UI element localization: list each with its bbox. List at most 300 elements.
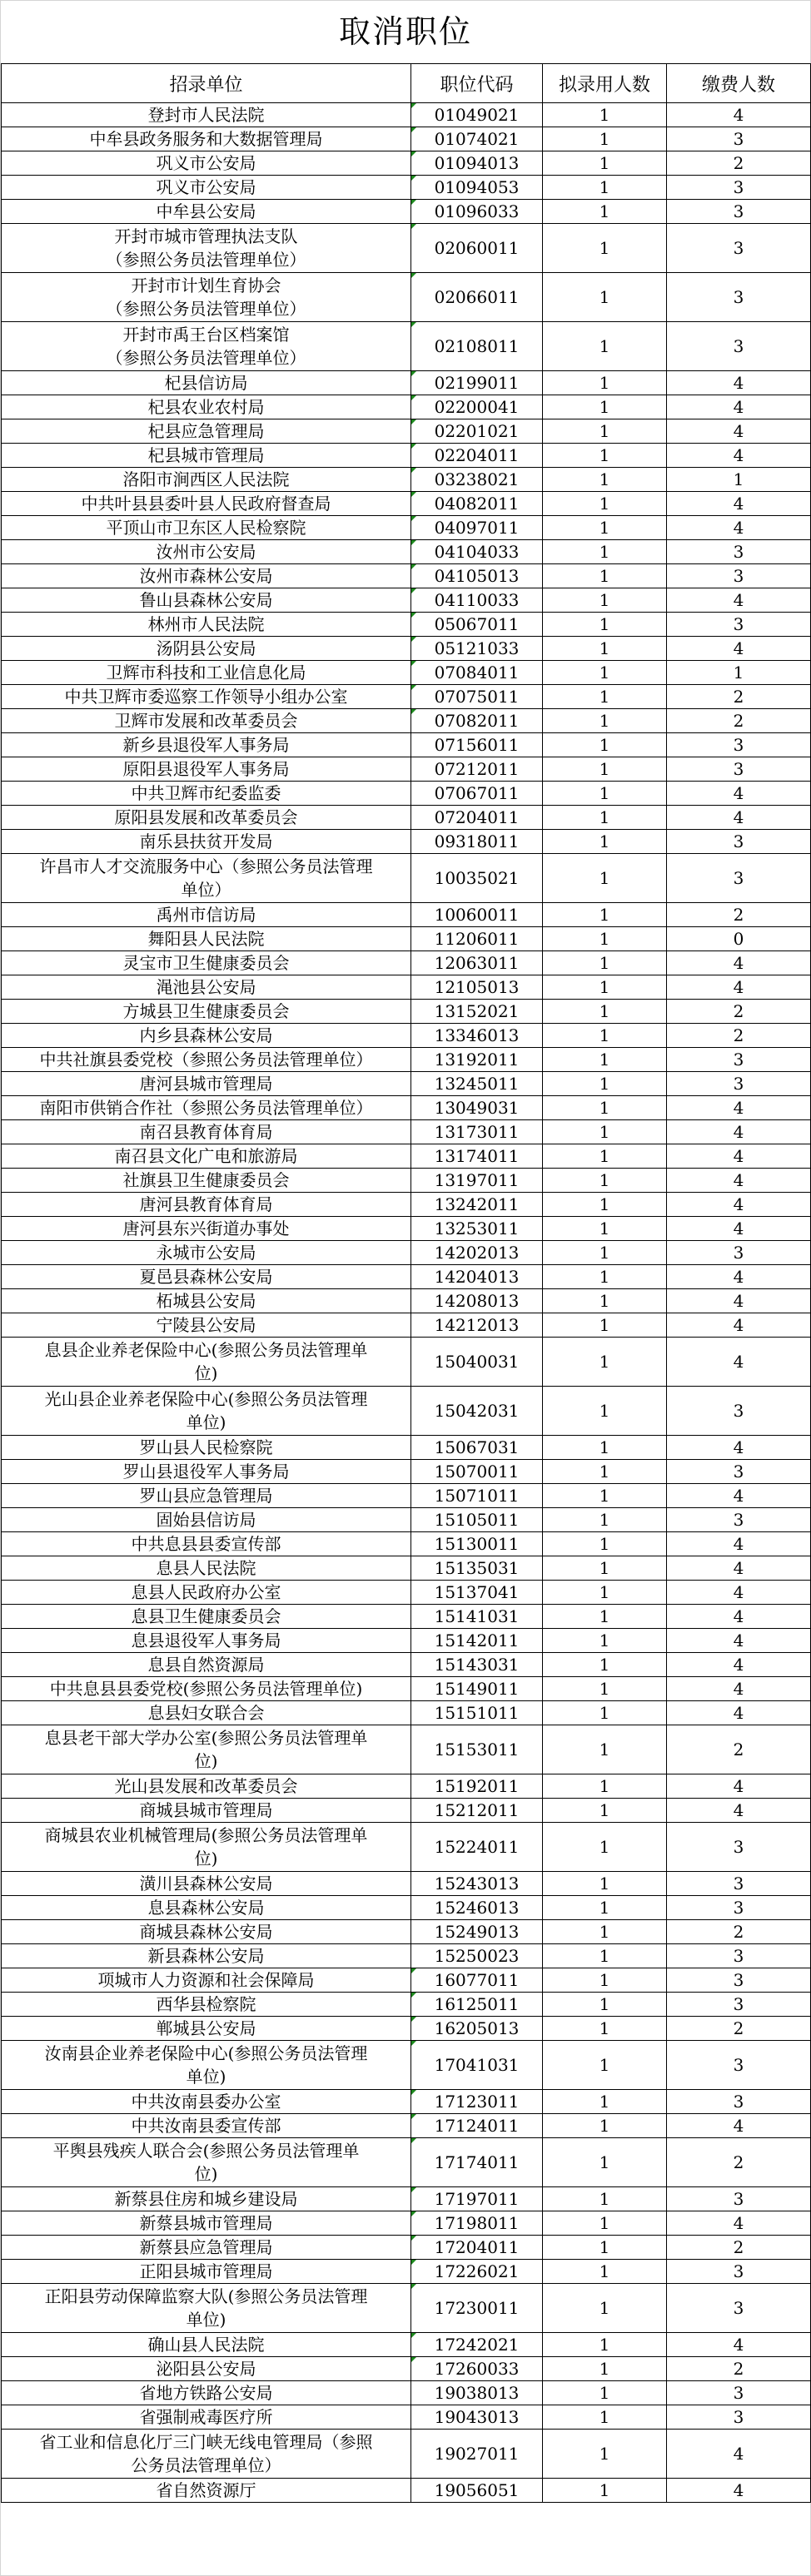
cell-planned-hires[interactable]: 1 [543,419,667,444]
cell-position-code[interactable]: 07082011 [411,709,543,733]
cell-planned-hires[interactable]: 1 [543,1436,667,1460]
cell-paid-applicants[interactable]: 3 [667,540,811,564]
cell-planned-hires[interactable]: 1 [543,1289,667,1313]
cell-recruiting-unit[interactable] [2,1193,411,1217]
cell-position-code[interactable]: 13253011 [411,1217,543,1241]
cell-position-code[interactable]: 14208013 [411,1289,543,1313]
cell-recruiting-unit[interactable] [2,637,411,661]
cell-recruiting-unit[interactable] [2,1096,411,1120]
cell-recruiting-unit[interactable] [2,419,411,444]
cell-planned-hires[interactable]: 1 [543,1120,667,1144]
cell-paid-applicants[interactable]: 3 [667,1048,811,1072]
cell-planned-hires[interactable]: 1 [543,1993,667,2017]
cell-position-code[interactable]: 15250023 [411,1944,543,1968]
cell-recruiting-unit[interactable] [2,176,411,200]
cell-position-code[interactable]: 04082011 [411,492,543,516]
cell-paid-applicants[interactable]: 4 [667,951,811,975]
cell-position-code[interactable]: 15246013 [411,1896,543,1920]
cell-position-code[interactable]: 02066011 [411,273,543,322]
cell-paid-applicants[interactable]: 3 [667,1387,811,1436]
cell-paid-applicants[interactable]: 3 [667,733,811,757]
cell-position-code[interactable]: 14212013 [411,1313,543,1338]
cell-position-code[interactable]: 15040031 [411,1338,543,1387]
cell-recruiting-unit[interactable] [2,200,411,224]
cell-position-code[interactable]: 17260033 [411,2357,543,2381]
cell-recruiting-unit[interactable] [2,1677,411,1701]
cell-recruiting-unit[interactable] [2,1993,411,2017]
cell-recruiting-unit[interactable] [2,1581,411,1605]
cell-paid-applicants[interactable]: 4 [667,2333,811,2357]
cell-position-code[interactable]: 03238021 [411,468,543,492]
cell-recruiting-unit[interactable] [2,2405,411,2430]
cell-paid-applicants[interactable]: 3 [667,2187,811,2211]
cell-paid-applicants[interactable]: 4 [667,975,811,1000]
cell-paid-applicants[interactable]: 4 [667,1144,811,1169]
cell-recruiting-unit[interactable] [2,1508,411,1532]
cell-position-code[interactable]: 15067031 [411,1436,543,1460]
cell-position-code[interactable]: 12063011 [411,951,543,975]
cell-paid-applicants[interactable]: 3 [667,757,811,782]
cell-position-code[interactable]: 15243013 [411,1872,543,1896]
cell-position-code[interactable]: 17204011 [411,2236,543,2260]
cell-recruiting-unit[interactable] [2,2333,411,2357]
cell-recruiting-unit[interactable] [2,224,411,273]
cell-recruiting-unit[interactable] [2,1387,411,1436]
cell-position-code[interactable]: 13242011 [411,1193,543,1217]
cell-recruiting-unit[interactable] [2,1072,411,1096]
cell-recruiting-unit[interactable] [2,806,411,830]
cell-paid-applicants[interactable]: 4 [667,1581,811,1605]
cell-planned-hires[interactable]: 1 [543,661,667,685]
cell-paid-applicants[interactable]: 4 [667,2430,811,2479]
cell-planned-hires[interactable]: 1 [543,782,667,806]
cell-planned-hires[interactable]: 1 [543,1872,667,1896]
cell-recruiting-unit[interactable] [2,540,411,564]
cell-paid-applicants[interactable]: 4 [667,1193,811,1217]
cell-planned-hires[interactable]: 1 [543,1265,667,1289]
cell-position-code[interactable]: 15143031 [411,1653,543,1677]
cell-recruiting-unit[interactable] [2,1701,411,1725]
cell-planned-hires[interactable]: 1 [543,492,667,516]
cell-recruiting-unit[interactable] [2,2284,411,2333]
cell-position-code[interactable]: 02199011 [411,371,543,395]
cell-position-code[interactable]: 07204011 [411,806,543,830]
cell-planned-hires[interactable]: 1 [543,395,667,419]
cell-planned-hires[interactable]: 1 [543,1701,667,1725]
cell-paid-applicants[interactable]: 4 [667,1436,811,1460]
cell-recruiting-unit[interactable] [2,127,411,151]
cell-paid-applicants[interactable]: 4 [667,1701,811,1725]
cell-recruiting-unit[interactable] [2,492,411,516]
cell-recruiting-unit[interactable] [2,468,411,492]
cell-recruiting-unit[interactable] [2,371,411,395]
cell-paid-applicants[interactable]: 3 [667,273,811,322]
cell-recruiting-unit[interactable] [2,2357,411,2381]
cell-paid-applicants[interactable]: 3 [667,2260,811,2284]
cell-position-code[interactable]: 17230011 [411,2284,543,2333]
cell-recruiting-unit[interactable] [2,588,411,613]
cell-paid-applicants[interactable]: 3 [667,854,811,903]
cell-paid-applicants[interactable]: 2 [667,151,811,176]
cell-position-code[interactable]: 15224011 [411,1823,543,1872]
cell-paid-applicants[interactable]: 2 [667,1920,811,1944]
cell-recruiting-unit[interactable] [2,2381,411,2405]
cell-planned-hires[interactable]: 1 [543,1313,667,1338]
cell-recruiting-unit[interactable] [2,1799,411,1823]
cell-position-code[interactable]: 13346013 [411,1024,543,1048]
cell-position-code[interactable]: 12105013 [411,975,543,1000]
cell-recruiting-unit[interactable] [2,2138,411,2187]
cell-recruiting-unit[interactable] [2,1823,411,1872]
cell-paid-applicants[interactable]: 3 [667,1872,811,1896]
cell-paid-applicants[interactable]: 4 [667,2114,811,2138]
cell-paid-applicants[interactable]: 3 [667,1944,811,1968]
cell-paid-applicants[interactable]: 3 [667,2284,811,2333]
cell-recruiting-unit[interactable] [2,1048,411,1072]
cell-recruiting-unit[interactable] [2,1313,411,1338]
cell-position-code[interactable]: 04110033 [411,588,543,613]
cell-position-code[interactable]: 17041031 [411,2041,543,2090]
cell-planned-hires[interactable]: 1 [543,1387,667,1436]
cell-position-code[interactable]: 01049021 [411,103,543,127]
cell-planned-hires[interactable]: 1 [543,1217,667,1241]
cell-planned-hires[interactable]: 1 [543,2430,667,2479]
cell-recruiting-unit[interactable] [2,1289,411,1313]
cell-planned-hires[interactable]: 1 [543,806,667,830]
cell-recruiting-unit[interactable] [2,661,411,685]
cell-position-code[interactable]: 17123011 [411,2090,543,2114]
cell-planned-hires[interactable]: 1 [543,2260,667,2284]
cell-position-code[interactable]: 07212011 [411,757,543,782]
cell-position-code[interactable]: 15042031 [411,1387,543,1436]
cell-paid-applicants[interactable]: 2 [667,903,811,927]
cell-position-code[interactable]: 17124011 [411,2114,543,2138]
cell-position-code[interactable]: 02204011 [411,444,543,468]
cell-planned-hires[interactable]: 1 [543,1725,667,1774]
cell-paid-applicants[interactable]: 4 [667,1605,811,1629]
cell-paid-applicants[interactable]: 4 [667,1313,811,1338]
cell-paid-applicants[interactable]: 2 [667,685,811,709]
cell-paid-applicants[interactable]: 3 [667,2041,811,2090]
cell-recruiting-unit[interactable] [2,2187,411,2211]
cell-planned-hires[interactable]: 1 [543,709,667,733]
cell-position-code[interactable]: 15141031 [411,1605,543,1629]
cell-paid-applicants[interactable]: 3 [667,1508,811,1532]
cell-recruiting-unit[interactable] [2,854,411,903]
cell-recruiting-unit[interactable] [2,1144,411,1169]
cell-recruiting-unit[interactable] [2,2236,411,2260]
cell-paid-applicants[interactable]: 4 [667,1774,811,1799]
cell-position-code[interactable]: 19043013 [411,2405,543,2430]
cell-paid-applicants[interactable]: 1 [667,661,811,685]
cell-recruiting-unit[interactable] [2,1338,411,1387]
cell-planned-hires[interactable]: 1 [543,1823,667,1872]
cell-position-code[interactable]: 07084011 [411,661,543,685]
cell-position-code[interactable]: 05121033 [411,637,543,661]
cell-position-code[interactable]: 13192011 [411,1048,543,1072]
cell-recruiting-unit[interactable] [2,1944,411,1968]
cell-paid-applicants[interactable]: 3 [667,1896,811,1920]
cell-planned-hires[interactable]: 1 [543,2381,667,2405]
cell-position-code[interactable]: 13173011 [411,1120,543,1144]
cell-recruiting-unit[interactable] [2,1629,411,1653]
cell-recruiting-unit[interactable] [2,322,411,371]
cell-recruiting-unit[interactable] [2,2041,411,2090]
cell-planned-hires[interactable]: 1 [543,975,667,1000]
cell-paid-applicants[interactable]: 4 [667,1120,811,1144]
cell-planned-hires[interactable]: 1 [543,468,667,492]
cell-paid-applicants[interactable]: 4 [667,103,811,127]
cell-planned-hires[interactable]: 1 [543,103,667,127]
cell-planned-hires[interactable]: 1 [543,200,667,224]
cell-planned-hires[interactable]: 1 [543,1799,667,1823]
cell-paid-applicants[interactable]: 4 [667,1096,811,1120]
cell-position-code[interactable]: 13174011 [411,1144,543,1169]
cell-recruiting-unit[interactable] [2,1217,411,1241]
cell-planned-hires[interactable]: 1 [543,151,667,176]
cell-recruiting-unit[interactable] [2,951,411,975]
cell-planned-hires[interactable]: 1 [543,1605,667,1629]
cell-paid-applicants[interactable]: 4 [667,1677,811,1701]
cell-position-code[interactable]: 13152021 [411,1000,543,1024]
cell-position-code[interactable]: 11206011 [411,927,543,951]
cell-recruiting-unit[interactable] [2,709,411,733]
cell-position-code[interactable]: 15151011 [411,1701,543,1725]
cell-position-code[interactable]: 17226021 [411,2260,543,2284]
cell-planned-hires[interactable]: 1 [543,127,667,151]
cell-recruiting-unit[interactable] [2,1436,411,1460]
cell-position-code[interactable]: 07075011 [411,685,543,709]
cell-recruiting-unit[interactable] [2,685,411,709]
cell-paid-applicants[interactable]: 2 [667,2236,811,2260]
cell-recruiting-unit[interactable] [2,927,411,951]
cell-planned-hires[interactable]: 1 [543,1774,667,1799]
cell-planned-hires[interactable]: 1 [543,1072,667,1096]
cell-planned-hires[interactable]: 1 [543,1653,667,1677]
cell-position-code[interactable]: 19056051 [411,2479,543,2503]
cell-planned-hires[interactable]: 1 [543,564,667,588]
cell-position-code[interactable]: 15192011 [411,1774,543,1799]
cell-paid-applicants[interactable]: 3 [667,1823,811,1872]
cell-position-code[interactable]: 15130011 [411,1532,543,1556]
cell-recruiting-unit[interactable] [2,1120,411,1144]
cell-position-code[interactable]: 04104033 [411,540,543,564]
cell-position-code[interactable]: 02060011 [411,224,543,273]
cell-planned-hires[interactable]: 1 [543,1896,667,1920]
cell-paid-applicants[interactable]: 3 [667,176,811,200]
cell-planned-hires[interactable]: 1 [543,1677,667,1701]
cell-planned-hires[interactable]: 1 [543,1000,667,1024]
cell-planned-hires[interactable]: 1 [543,2017,667,2041]
cell-planned-hires[interactable]: 1 [543,685,667,709]
cell-recruiting-unit[interactable] [2,1241,411,1265]
cell-planned-hires[interactable]: 1 [543,951,667,975]
cell-planned-hires[interactable]: 1 [543,371,667,395]
cell-planned-hires[interactable]: 1 [543,2090,667,2114]
cell-paid-applicants[interactable]: 3 [667,1072,811,1096]
cell-paid-applicants[interactable]: 3 [667,613,811,637]
cell-recruiting-unit[interactable] [2,782,411,806]
cell-recruiting-unit[interactable] [2,613,411,637]
cell-planned-hires[interactable]: 1 [543,588,667,613]
cell-planned-hires[interactable]: 1 [543,176,667,200]
cell-paid-applicants[interactable]: 4 [667,1532,811,1556]
cell-recruiting-unit[interactable] [2,2211,411,2236]
cell-position-code[interactable]: 15212011 [411,1799,543,1823]
cell-position-code[interactable]: 19027011 [411,2430,543,2479]
cell-position-code[interactable]: 15153011 [411,1725,543,1774]
cell-recruiting-unit[interactable] [2,1169,411,1193]
cell-position-code[interactable]: 04097011 [411,516,543,540]
cell-position-code[interactable]: 15149011 [411,1677,543,1701]
cell-planned-hires[interactable]: 1 [543,1338,667,1387]
cell-position-code[interactable]: 17242021 [411,2333,543,2357]
cell-paid-applicants[interactable]: 3 [667,1968,811,1993]
cell-planned-hires[interactable]: 1 [543,1193,667,1217]
cell-recruiting-unit[interactable] [2,1532,411,1556]
cell-position-code[interactable]: 15071011 [411,1484,543,1508]
cell-planned-hires[interactable]: 1 [543,854,667,903]
cell-planned-hires[interactable]: 1 [543,2479,667,2503]
cell-planned-hires[interactable]: 1 [543,1556,667,1581]
cell-paid-applicants[interactable]: 4 [667,1484,811,1508]
cell-position-code[interactable]: 19038013 [411,2381,543,2405]
cell-planned-hires[interactable]: 1 [543,224,667,273]
cell-paid-applicants[interactable]: 3 [667,127,811,151]
cell-paid-applicants[interactable]: 4 [667,1169,811,1193]
cell-position-code[interactable]: 07067011 [411,782,543,806]
cell-paid-applicants[interactable]: 2 [667,709,811,733]
cell-paid-applicants[interactable]: 4 [667,588,811,613]
cell-planned-hires[interactable]: 1 [543,757,667,782]
cell-recruiting-unit[interactable] [2,273,411,322]
cell-paid-applicants[interactable]: 2 [667,1000,811,1024]
cell-paid-applicants[interactable]: 4 [667,371,811,395]
cell-position-code[interactable]: 17198011 [411,2211,543,2236]
cell-planned-hires[interactable]: 1 [543,1968,667,1993]
cell-paid-applicants[interactable]: 4 [667,1289,811,1313]
cell-paid-applicants[interactable]: 4 [667,1629,811,1653]
cell-paid-applicants[interactable]: 4 [667,516,811,540]
cell-recruiting-unit[interactable] [2,564,411,588]
cell-position-code[interactable]: 01074021 [411,127,543,151]
cell-position-code[interactable]: 15070011 [411,1460,543,1484]
cell-paid-applicants[interactable]: 2 [667,2138,811,2187]
cell-recruiting-unit[interactable] [2,151,411,176]
cell-position-code[interactable]: 13197011 [411,1169,543,1193]
cell-paid-applicants[interactable]: 4 [667,1799,811,1823]
cell-recruiting-unit[interactable] [2,516,411,540]
cell-paid-applicants[interactable]: 3 [667,564,811,588]
cell-planned-hires[interactable]: 1 [543,540,667,564]
cell-planned-hires[interactable]: 1 [543,516,667,540]
cell-planned-hires[interactable]: 1 [543,637,667,661]
cell-planned-hires[interactable]: 1 [543,733,667,757]
cell-planned-hires[interactable]: 1 [543,273,667,322]
cell-paid-applicants[interactable]: 4 [667,2479,811,2503]
cell-paid-applicants[interactable]: 4 [667,782,811,806]
cell-recruiting-unit[interactable] [2,1653,411,1677]
cell-recruiting-unit[interactable] [2,1556,411,1581]
cell-paid-applicants[interactable]: 3 [667,1460,811,1484]
cell-paid-applicants[interactable]: 4 [667,395,811,419]
cell-planned-hires[interactable]: 1 [543,1169,667,1193]
cell-position-code[interactable]: 13049031 [411,1096,543,1120]
cell-recruiting-unit[interactable] [2,830,411,854]
cell-recruiting-unit[interactable] [2,2430,411,2479]
cell-recruiting-unit[interactable] [2,733,411,757]
cell-paid-applicants[interactable]: 3 [667,224,811,273]
cell-planned-hires[interactable]: 1 [543,1944,667,1968]
cell-paid-applicants[interactable]: 3 [667,2381,811,2405]
cell-position-code[interactable]: 01094013 [411,151,543,176]
cell-planned-hires[interactable]: 1 [543,1024,667,1048]
cell-recruiting-unit[interactable] [2,2479,411,2503]
cell-recruiting-unit[interactable] [2,757,411,782]
cell-recruiting-unit[interactable] [2,2090,411,2114]
cell-position-code[interactable]: 15142011 [411,1629,543,1653]
cell-paid-applicants[interactable]: 4 [667,444,811,468]
cell-paid-applicants[interactable]: 4 [667,1556,811,1581]
cell-planned-hires[interactable]: 1 [543,1144,667,1169]
cell-position-code[interactable]: 14204013 [411,1265,543,1289]
cell-planned-hires[interactable]: 1 [543,444,667,468]
cell-paid-applicants[interactable]: 2 [667,1024,811,1048]
cell-paid-applicants[interactable]: 4 [667,2211,811,2236]
cell-paid-applicants[interactable]: 3 [667,322,811,371]
cell-position-code[interactable]: 02200041 [411,395,543,419]
cell-planned-hires[interactable]: 1 [543,2236,667,2260]
cell-recruiting-unit[interactable] [2,1725,411,1774]
cell-position-code[interactable]: 15137041 [411,1581,543,1605]
cell-planned-hires[interactable]: 1 [543,2211,667,2236]
cell-planned-hires[interactable]: 1 [543,1241,667,1265]
cell-paid-applicants[interactable]: 4 [667,637,811,661]
cell-recruiting-unit[interactable] [2,1024,411,1048]
cell-position-code[interactable]: 02201021 [411,419,543,444]
cell-position-code[interactable]: 10060011 [411,903,543,927]
cell-paid-applicants[interactable]: 4 [667,806,811,830]
cell-recruiting-unit[interactable] [2,2017,411,2041]
cell-planned-hires[interactable]: 1 [543,1920,667,1944]
cell-position-code[interactable]: 01096033 [411,200,543,224]
cell-paid-applicants[interactable]: 3 [667,1993,811,2017]
cell-recruiting-unit[interactable] [2,2114,411,2138]
cell-position-code[interactable]: 17174011 [411,2138,543,2187]
cell-planned-hires[interactable]: 1 [543,2114,667,2138]
cell-paid-applicants[interactable]: 2 [667,2017,811,2041]
cell-paid-applicants[interactable]: 2 [667,2357,811,2381]
cell-paid-applicants[interactable]: 0 [667,927,811,951]
cell-planned-hires[interactable]: 1 [543,2041,667,2090]
cell-planned-hires[interactable]: 1 [543,2357,667,2381]
cell-paid-applicants[interactable]: 1 [667,468,811,492]
cell-paid-applicants[interactable]: 3 [667,2405,811,2430]
cell-position-code[interactable]: 01094053 [411,176,543,200]
cell-paid-applicants[interactable]: 3 [667,1241,811,1265]
cell-planned-hires[interactable]: 1 [543,2333,667,2357]
cell-planned-hires[interactable]: 1 [543,1532,667,1556]
cell-paid-applicants[interactable]: 4 [667,1265,811,1289]
cell-position-code[interactable]: 13245011 [411,1072,543,1096]
cell-recruiting-unit[interactable] [2,1265,411,1289]
cell-planned-hires[interactable]: 1 [543,830,667,854]
cell-planned-hires[interactable]: 1 [543,1460,667,1484]
cell-recruiting-unit[interactable] [2,1605,411,1629]
cell-paid-applicants[interactable]: 2 [667,1725,811,1774]
cell-position-code[interactable]: 15105011 [411,1508,543,1532]
cell-paid-applicants[interactable]: 3 [667,2090,811,2114]
